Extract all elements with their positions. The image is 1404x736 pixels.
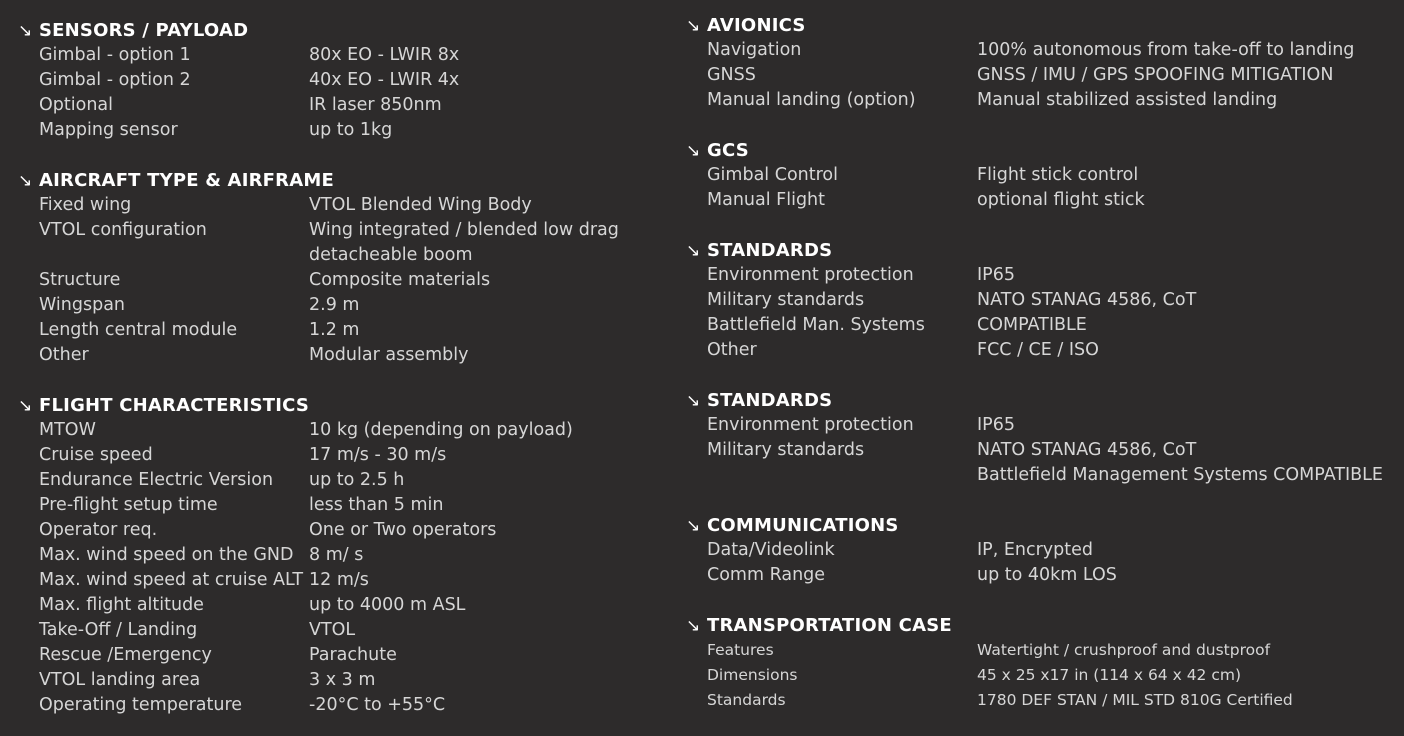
spec-value: detacheable boom [309, 245, 473, 265]
spec-row [686, 63, 1396, 88]
section-title: FLIGHT CHARACTERISTICS [39, 395, 310, 416]
spec-value: Manual stabilized assisted landing [977, 90, 1278, 110]
spec-value: IR laser 850nm [309, 95, 442, 115]
arrow-down-right-icon: ↘ [18, 396, 33, 416]
section-heading [686, 388, 1396, 413]
spec-row [686, 38, 1396, 63]
spec-value: up to 2.5 h [309, 470, 405, 490]
spec-label: Dimensions [707, 666, 798, 684]
arrow-down-right-icon: ↘ [18, 171, 33, 191]
spec-label: Optional [39, 95, 113, 115]
spec-row [18, 518, 658, 543]
spec-row [18, 193, 658, 218]
spec-value: 80x EO - LWIR 8x [309, 45, 460, 65]
section-flight-characteristics [18, 393, 658, 718]
spec-value: up to 1kg [309, 120, 393, 140]
spec-value: One or Two operators [309, 520, 497, 540]
spec-label: Wingspan [39, 295, 126, 315]
spec-value: Composite materials [309, 270, 491, 290]
spec-value: Watertight / crushproof and dustproof [977, 641, 1271, 659]
spec-row [18, 468, 658, 493]
spec-row [686, 638, 1396, 663]
spec-label: Fixed wing [39, 195, 132, 215]
section-sensors-payload [18, 18, 658, 143]
spec-value: IP, Encrypted [977, 540, 1094, 560]
spec-label: Manual Flight [707, 190, 826, 210]
arrow-down-right-icon: ↘ [686, 516, 701, 536]
spec-value: 100% autonomous from take-off to landing [977, 40, 1355, 60]
spec-value: 10 kg (depending on payload) [309, 420, 573, 440]
spec-row [18, 343, 658, 368]
section-title: TRANSPORTATION CASE [707, 615, 952, 636]
spec-label: Comm Range [707, 565, 826, 585]
spec-value: less than 5 min [309, 495, 444, 515]
spec-row [686, 413, 1396, 438]
section-title: STANDARDS [707, 390, 833, 411]
arrow-down-right-icon: ↘ [686, 16, 701, 36]
spec-value: Parachute [309, 645, 397, 665]
spec-row [686, 188, 1396, 213]
spec-label: Operating temperature [39, 695, 243, 715]
spec-value: FCC / CE / ISO [977, 340, 1099, 360]
spec-row [686, 338, 1396, 363]
section-title: COMMUNICATIONS [707, 515, 899, 536]
arrow-down-right-icon: ↘ [686, 391, 701, 411]
section-communications [686, 513, 1396, 588]
section-heading [18, 18, 658, 43]
section-heading [686, 13, 1396, 38]
spec-row [18, 443, 658, 468]
spec-row [686, 563, 1396, 588]
spec-value: 1780 DEF STAN / MIL STD 810G Certified [977, 691, 1293, 709]
spec-row [18, 218, 658, 243]
section-avionics [686, 13, 1396, 113]
section-heading [686, 613, 1396, 638]
arrow-down-right-icon: ↘ [686, 616, 701, 636]
spec-value: 1.2 m [309, 320, 360, 340]
spec-label: Mapping sensor [39, 120, 178, 140]
spec-label: Gimbal - option 2 [39, 70, 191, 90]
spec-value: NATO STANAG 4586, CoT [977, 290, 1197, 310]
spec-row [18, 68, 658, 93]
spec-label: GNSS [707, 65, 756, 85]
arrow-down-right-icon: ↘ [686, 141, 701, 161]
spec-value: Flight stick control [977, 165, 1139, 185]
spec-row [18, 93, 658, 118]
spec-value: up to 40km LOS [977, 565, 1117, 585]
spec-row [18, 418, 658, 443]
spec-value: 45 x 25 x17 in (114 x 64 x 42 cm) [977, 666, 1242, 684]
spec-label: Gimbal - option 1 [39, 45, 191, 65]
spec-value: 3 x 3 m [309, 670, 376, 690]
arrow-down-right-icon: ↘ [686, 241, 701, 261]
spec-value: NATO STANAG 4586, CoT [977, 440, 1197, 460]
spec-label: Other [707, 340, 757, 360]
spec-label: Cruise speed [39, 445, 153, 465]
spec-value: COMPATIBLE [977, 315, 1087, 335]
spec-label: Environment protection [707, 265, 914, 285]
spec-label: Navigation [707, 40, 802, 60]
section-title: AVIONICS [707, 15, 806, 36]
section-heading [18, 168, 658, 193]
section-standards [686, 388, 1396, 488]
spec-row [18, 43, 658, 68]
spec-row [686, 538, 1396, 563]
spec-row [686, 438, 1396, 463]
spec-label: Max. wind speed on the GND [39, 545, 294, 565]
section-heading [686, 513, 1396, 538]
spec-value: 17 m/s - 30 m/s [309, 445, 447, 465]
spec-row [18, 568, 658, 593]
section-transportation-case [686, 613, 1396, 713]
spec-label [18, 243, 309, 268]
section-heading [686, 238, 1396, 263]
spec-label: Battlefield Man. Systems [707, 315, 925, 335]
section-standards [686, 238, 1396, 363]
spec-value: Wing integrated / blended low drag [309, 220, 619, 240]
section-title: GCS [707, 140, 749, 161]
section-title: STANDARDS [707, 240, 833, 261]
spec-label: Environment protection [707, 415, 914, 435]
spec-label: Manual landing (option) [707, 90, 916, 110]
spec-row [18, 593, 658, 618]
spec-row [18, 293, 658, 318]
spec-label: MTOW [39, 420, 96, 440]
spec-label: Data/Videolink [707, 540, 835, 560]
spec-value: GNSS / IMU / GPS SPOOFING MITIGATION [977, 65, 1334, 85]
spec-label: Features [707, 641, 774, 659]
spec-value: 8 m/ s [309, 545, 364, 565]
spec-row [18, 268, 658, 293]
spec-value: Modular assembly [309, 345, 469, 365]
spec-row [686, 88, 1396, 113]
spec-value: Battlefield Management Systems COMPATIBLE [977, 465, 1383, 485]
section-heading [686, 138, 1396, 163]
spec-label: VTOL landing area [39, 670, 201, 690]
spec-label: Operator req. [39, 520, 158, 540]
spec-row [686, 288, 1396, 313]
spec-label: Max. flight altitude [39, 595, 204, 615]
spec-label: Rescue /Emergency [39, 645, 212, 665]
spec-value: -20°C to +55°C [309, 695, 446, 715]
section-title: AIRCRAFT TYPE & AIRFRAME [39, 170, 334, 191]
spec-label: Length central module [39, 320, 238, 340]
spec-row [18, 318, 658, 343]
spec-value: VTOL [309, 620, 356, 640]
spec-row [686, 463, 1396, 488]
spec-row [18, 243, 658, 268]
spec-label: VTOL configuration [39, 220, 207, 240]
spec-label: Gimbal Control [707, 165, 838, 185]
section-aircraft-type-airframe [18, 168, 658, 368]
arrow-down-right-icon: ↘ [18, 21, 33, 41]
spec-value: IP65 [977, 415, 1015, 435]
spec-row [686, 688, 1396, 713]
spec-label: Military standards [707, 290, 865, 310]
spec-row [18, 493, 658, 518]
spec-label: Military standards [707, 440, 865, 460]
spec-value: 40x EO - LWIR 4x [309, 70, 460, 90]
spec-label: Standards [707, 691, 786, 709]
section-gcs [686, 138, 1396, 213]
spec-row [18, 543, 658, 568]
spec-value: 2.9 m [309, 295, 360, 315]
spec-value: IP65 [977, 265, 1015, 285]
section-title: SENSORS / PAYLOAD [39, 20, 249, 41]
spec-value: VTOL Blended Wing Body [309, 195, 532, 215]
spec-row [18, 668, 658, 693]
spec-row [18, 643, 658, 668]
section-heading [18, 393, 658, 418]
spec-row [686, 163, 1396, 188]
spec-value: up to 4000 m ASL [309, 595, 466, 615]
spec-row [686, 663, 1396, 688]
spec-label: Pre-flight setup time [39, 495, 218, 515]
spec-label: Max. wind speed at cruise ALT [39, 570, 304, 590]
spec-label: Endurance Electric Version [39, 470, 274, 490]
spec-row [18, 693, 658, 718]
spec-label: Structure [39, 270, 121, 290]
spec-label [686, 463, 977, 488]
spec-row [18, 618, 658, 643]
spec-label: Take-Off / Landing [39, 620, 198, 640]
spec-row [686, 263, 1396, 288]
spec-row [18, 118, 658, 143]
spec-row [686, 313, 1396, 338]
spec-value: optional flight stick [977, 190, 1145, 210]
spec-value: 12 m/s [309, 570, 369, 590]
spec-label: Other [39, 345, 89, 365]
